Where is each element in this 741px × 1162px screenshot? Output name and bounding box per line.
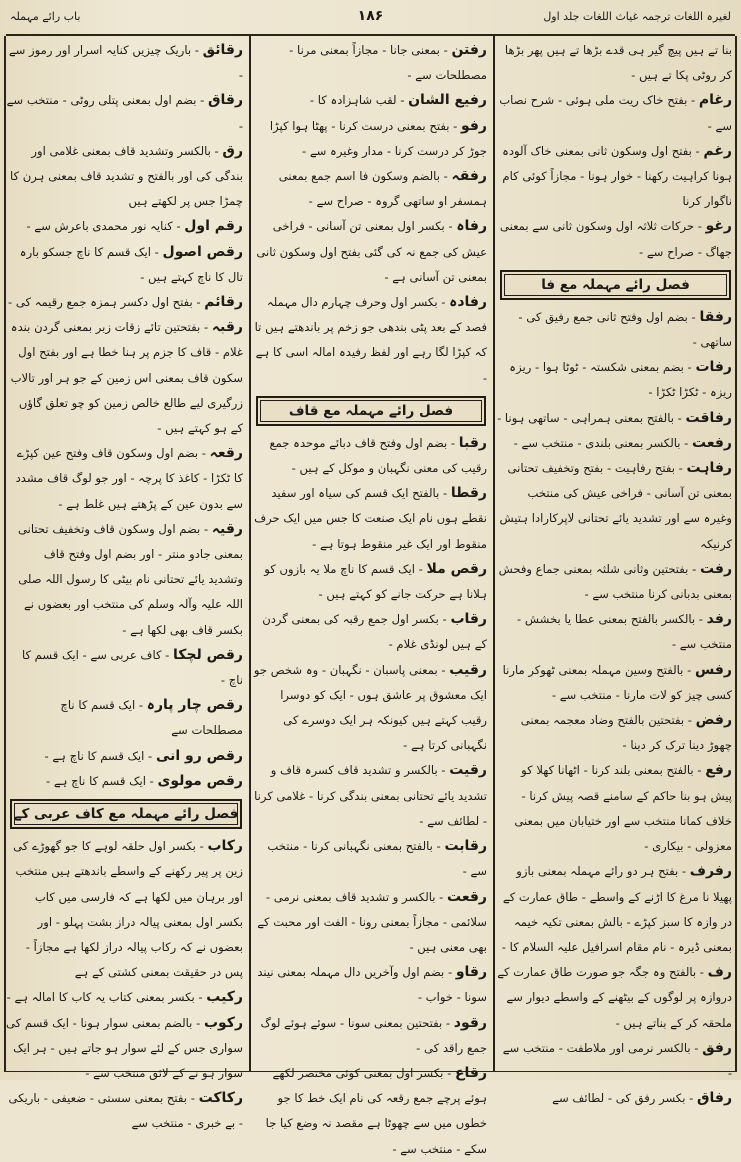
entry-headword: رفو (460, 117, 487, 134)
entry-definition: - بضم اول وفتح ثانی جمع رفیق کی - ساتھی - (518, 309, 732, 350)
entry-definition: - بالضم وسکون فا اسم جمع بمعنی ہمسفر او ساتھی گروہ - صراح سے - (278, 169, 487, 209)
entry-definition: - بفتح اول دکسر ہمزہ جمع رقیمہ کی - (7, 295, 205, 310)
entry-headword: رکاب (207, 838, 243, 855)
entry-headword: رفاقت (685, 409, 732, 426)
dictionary-entry (252, 834, 487, 884)
entry-headword: رقص اصول (162, 243, 243, 260)
entry-headword: رقطا (450, 485, 487, 502)
entry-definition: - بفتحتین بالفتح وضاد معجمہ بمعنی چھوڑ دینا ترک کر دینا - (520, 713, 732, 753)
entry-definition: - کاف عربی سے - ایک قسم کا ناچ - (21, 647, 243, 688)
dictionary-entry (252, 1011, 487, 1061)
dictionary-entry (496, 406, 732, 431)
entry-headword: رفادہ (449, 294, 487, 311)
entry-definition: - لقب شاہزادہ کا - (309, 93, 409, 108)
dictionary-entry (252, 431, 487, 481)
dictionary-entry (6, 315, 243, 441)
column-rule-left (249, 36, 251, 1072)
left-column (5, 38, 246, 1131)
entry-definition: - بالکسر بمعنی بلندی - منتخب سے - (513, 435, 693, 450)
entry-headword: رقیب (449, 661, 487, 678)
entry-headword: رفیع الشان (408, 92, 487, 109)
entry-definition: - کنایہ نور محمدی باعرش سے - (26, 219, 185, 234)
section-heading: فصل رائے مہملہ مع کاف عربی کے (10, 799, 242, 829)
entry-headword: رفرف (689, 863, 732, 880)
entry-definition: بنا تے ہیں پیچ گیر ہی قدے بڑھا تے ہیں پھر بڑھا کر روٹی پکا تے ہیں - (504, 43, 732, 83)
dictionary-entry (496, 1086, 732, 1111)
dictionary-entry (252, 38, 487, 88)
section-heading: فصل رائے مہملہ مع فا (500, 270, 731, 300)
dictionary-entry (252, 885, 487, 961)
entry-definition: - بکسر اول جمع رقبہ کی بمعنی گردن کے ہیں لونڈی غلام - (262, 612, 487, 652)
dictionary-entry (252, 758, 487, 834)
entry-headword: رقعت (447, 888, 487, 905)
dictionary-entry (496, 139, 732, 215)
entry-headword: رقعہ (209, 445, 243, 462)
dictionary-entry (252, 88, 487, 113)
entry-definition: - بفتح اول وسکون ثانی بمعنی خاک آلودہ ہونا کراہیت رکھنا - خوار ہونا - مجازاً کوئی کام ناگوار کرنا (502, 143, 732, 209)
entry-headword: رقص لچکا (173, 646, 243, 663)
entry-headword: رفاہ (456, 218, 487, 235)
dictionary-entry (6, 985, 243, 1010)
dictionary-entry (496, 607, 732, 657)
entry-definition: - حرکات ثلاثہ اول وسکون ثانی سے بمعنی جھاگ - صراح سے - (499, 219, 732, 259)
entry-headword: رقیہ (211, 520, 243, 537)
entry-definition: - بضم اول وسکون قاف وفتح عین کپڑے کا ٹکڑا - کاغذ کا پرچہ - اور جو لوگ قاف مشدد سے بدون عین کے پڑھتے ہیں غلط ہے - (15, 446, 243, 511)
entry-definition: - ایک قسم کا ناچ ہے - (44, 748, 156, 763)
entry-headword: رقبہ (211, 319, 243, 336)
entry-headword: رفقہ (451, 168, 487, 185)
entry-headword: رفتن (451, 42, 487, 58)
entry-headword: رقص مولوی (157, 772, 243, 789)
entry-definition: - ایک قسم کا ناچ ہے - (46, 773, 158, 788)
dictionary-entry (496, 859, 732, 960)
entry-headword: رفس (694, 661, 732, 678)
entry-definition: - بضم اول وسکون قاف وتخفیف تحتانی بمعنی جادو منتر - اور بضم اول وفتح قاف وتشدید یائے تحتانی نام بیٹی کا رسول اللہ صلی اللہ علیہ وآلہ وسلم کی منتخب اور بعضوں نے بکسر قاف بھی لکھا ہے - (18, 521, 243, 637)
entry-headword: رق (222, 142, 243, 159)
entry-definition: - بمعنی جانا - مجازاً بمعنی مرنا - مصطلحات سے - (289, 43, 487, 83)
entry-headword: رفاق (697, 1090, 732, 1107)
page-header (6, 8, 735, 36)
right-column (496, 38, 735, 1107)
header-book-title: لغیرہ اللغات ترجمہ غیاث اللغات جلد اول (543, 10, 731, 23)
entry-headword: رقص چار پارہ (146, 697, 243, 714)
entry-definition: - ایک قسم کا ناچ جسکو بارہ تال کا ناچ کہتے ہیں - (19, 244, 243, 284)
entry-headword: رقود (453, 1014, 487, 1031)
entry-definition: - بالضم بمعنی سوار ہونا - ایک قسم کی سواری جس کے لئے سوار ہو جاتے ہیں - ہر ایک سوار ہو نے کے لائق منتخب سے - (5, 1015, 243, 1080)
entry-definition: - بضم بمعنی شکستہ - ٹوٹا ہوا - ریزہ ریزہ - ٹکڑا ٹکڑا - (509, 360, 732, 400)
entry-headword: رکاکت (198, 1090, 243, 1107)
dictionary-entry (6, 1086, 243, 1136)
entry-headword: رفات (695, 359, 732, 376)
entry-definition: - بالفتح بمعنی نگہبانی کرنا - منتخب سے - (267, 839, 487, 879)
entry-headword: رقم اول (184, 218, 243, 235)
dictionary-entry (252, 164, 487, 214)
dictionary-entry (6, 1011, 243, 1087)
dictionary-entry (252, 557, 487, 607)
entry-headword: رفت (699, 560, 732, 577)
dictionary-entry (252, 481, 487, 557)
entry-definition: - بفتح ہر دو رائے مہملہ بمعنی بازو پھیلا نا مرغ کا اڑنے کے واسطے - طاق عمارت کے در وازہ کا سبز کپڑے - بالش بمعنی تکیہ خیمہ بمعنی ڈیرہ - نام مقام اسرافیل علیہ السلام کا - (501, 864, 732, 954)
entry-definition: - بکسر اول بمعنی کوئی مختصر لکھے ہوئے پرچے جمع رقعہ کی نام ایک خط کا جو خطوں میں سے چھوٹا ہے مقصد نہ وضع کیا جا سکے - منتخب سے - (265, 1065, 487, 1156)
entry-definition: - بفتح بمعنی درست کرنا - پھٹا ہوا کپڑا جوڑ کر درست کرنا - مدار وغیرہ سے - (269, 118, 487, 158)
entry-definition: - بکسر اول حلقہ لوہے کا جو گھوڑے کی زین پر پیر رکھنے کے واسطے باندھتے ہیں منتخب اور برہان میں لکھا ہے کہ فارسی میں کاب بکسر اول بمعنی پیالہ دراز بشت پہلو - اور بعضوں نے کہ رکاب پیالہ دراز لکھا ہے مجازاً - پس در حقیقت بمعنی کشتی کے ہے (13, 839, 243, 980)
entry-headword: رفعت (692, 434, 732, 451)
entry-definition: - بالفتح وہ جگہ جو صورت طاق عمارت کے دروازہ پر لوگوں کے بیٹھنے کے واسطے دیوار سے ملحقہ کر کے بناتے ہیں - (497, 965, 732, 1030)
entry-definition: - بالکسر وتشدید قاف بمعنی غلامی اور بندگی کی اور بالفتح و تشدید قاف بمعنی ہرن کا چمڑا جس پر لکھتے ہیں (9, 143, 243, 209)
entry-headword: رفق (702, 1039, 732, 1056)
section-heading: فصل رائے مہملہ مع قاف (256, 396, 486, 426)
dictionary-entry (496, 557, 732, 607)
entry-definition: - بالکسر نرمی اور ملاطفت - منتخب سے - (502, 1040, 732, 1080)
dictionary-entry (252, 114, 487, 164)
entry-headword: رقاب (450, 611, 487, 628)
entry-headword: رقبا (458, 434, 487, 451)
dictionary-entry (252, 607, 487, 657)
dictionary-entry (6, 38, 243, 88)
entry-headword: رقاو (455, 964, 487, 981)
column-rule-right (493, 36, 495, 1072)
entry-definition: - ایک قسم کا ناچ ملا یہ بازوں کو ہلانا ہے حرکت جانے کو کہتے ہیں - (264, 561, 487, 602)
entry-headword: رفع (705, 762, 732, 779)
entry-definition: - بکسر رفق کی - لطائف سے (552, 1091, 697, 1106)
dictionary-entry (6, 139, 243, 215)
dictionary-entry (496, 214, 732, 264)
entry-definition: - بفتحتین وثانی شلثہ بمعنی جماع وفحش بمعنی بدبانی کرنا منتخب سے - (498, 561, 732, 602)
dictionary-entry (496, 456, 732, 557)
dictionary-entry (6, 214, 243, 239)
dictionary-entry (496, 960, 732, 1036)
dictionary-entry (6, 290, 243, 315)
entry-definition: - بالکسر بالفتح بمعنی عطا یا بخشش - منتخب سے - (517, 612, 732, 652)
dictionary-entry (496, 1036, 732, 1086)
entry-definition: - بالفتح وسین مہملہ بمعنی ٹھوکر مارنا کسی چیز کو لات مارنا - منتخب سے - (502, 662, 732, 702)
dictionary-entry (6, 441, 243, 517)
entry-definition: - بکسر اول وحرف چہارم دال مہملہ فصد کے بعد پٹی بندھی جو زخم پر باندھتے ہیں تا کہ کپڑا لگا رہے اور لفظ رفیدہ امالہ اسی کا ہے - (254, 295, 487, 385)
header-chapter: باب رائے مہملہ (10, 10, 81, 23)
entry-definition: - ایک قسم کا ناچ مصطلحات سے (60, 698, 243, 738)
entry-headword: رفض (695, 712, 732, 729)
entry-headword: رغو (705, 218, 732, 235)
entry-definition: - بفتح رفاہیت - بفتح وتخفیف تحتانی بمعنی تن آسانی - فراخی عیش کی منتخب وغیرہ سے اور تشدید یائے تحتانی لاپرکارادا ہتیش کرنیکہ (499, 461, 732, 551)
entry-headword: رفاہت (686, 460, 732, 477)
entry-definition: - بضم اول وآخریں دال مہملہ بمعنی نیند سونا - خواب - (257, 965, 487, 1005)
dictionary-entry (496, 658, 732, 708)
entry-headword: رقیت (449, 762, 487, 779)
entry-headword: رغام (698, 92, 732, 109)
entry-headword: رکوب (203, 1014, 243, 1031)
dictionary-entry (6, 517, 243, 643)
entry-definition: - بفتحتین بمعنی سونا - سوئے ہوئے لوگ جمع راقد کی - (260, 1015, 487, 1055)
entry-definition: - بمعنی پاسبان - نگہبان - وہ شخص جو ایک معشوق پر عاشق ہوں - ایک کو دوسرا رقیب کہتے ہیں کیونکہ ہر ایک دوسرے کی نگہبانی کرتا ہے - (253, 662, 487, 753)
entry-definition: - بالفتح بمعنی ہمراہی - ساتھی ہونا - (497, 410, 686, 425)
entry-definition: - بکسر بمعنی کتاب یہ کاب کا امالہ ہے - (6, 990, 207, 1005)
entry-definition: - بالفتح بمعنی بلند کرنا - اٹھانا کھلا کو پیش ہو بنا حاکم کے سامنے قصہ پیش کرنا - خلاف کمانا منتخب سے اور ختیابان میں بمعنی معزولی - بیکاری - (514, 763, 732, 854)
entry-headword: رقاع (454, 1064, 487, 1081)
entry-definition: - بفتح خاک ریت ملی ہوئی - شرح نصاب سے - (499, 93, 732, 133)
entry-definition: - بضم اول بمعنی پتلی روٹی - منتخب سے - (6, 93, 243, 133)
entry-headword: رقص رو انی (155, 747, 243, 764)
entry-headword: رقائق (202, 42, 243, 58)
dictionary-entry (6, 769, 243, 794)
dictionary-entry (252, 1061, 487, 1162)
dictionary-entry (496, 431, 732, 456)
entry-definition: - باریک چیزیں کنایہ اسرار اور رموز سے - (8, 43, 243, 83)
entry-headword: رقاق (208, 92, 243, 109)
entry-definition: - بالفتح ایک قسم کی سیاہ اور سفید نقطے ہوں نام ایک صنعت کا جس میں ایک حرف منقوط اور ایک غیر منقوط ہوتا ہے - (254, 486, 487, 551)
middle-column (252, 38, 490, 1156)
dictionary-entry (496, 305, 732, 355)
entry-headword: رفد (706, 611, 732, 628)
entry-definition: - بالکسر و تشدید قاف بمعنی نرمی - سلائمی - مجازاً بمعنی رونا - الفت اور محبت کے بھی معنی ہیں - (257, 889, 487, 954)
dictionary-entry (496, 708, 732, 758)
dictionary-entry (496, 38, 732, 88)
page-number: ۱۸۶ (357, 8, 384, 24)
entry-definition: - بضم اول وفتح قاف دبائے موحدہ جمع رقیب کی معنی نگہبان و موکل کے ہیں - (269, 435, 487, 476)
dictionary-entry (252, 290, 487, 391)
entry-definition: - بکسر اول بمعنی تن آسانی - فراخی عیش کی جمع نہ کی گئی بفتح اول وسکون ثانی بمعنی تن آسانی ہے - (256, 219, 487, 284)
entry-definition: - بالکسر و تشدید قاف کسرہ قاف و تشدید یائے تحتانی بمعنی بندگی کرنا - غلامی کرنا - لطائف سے - (254, 763, 487, 828)
entry-headword: رقص ملا (426, 560, 487, 577)
dictionary-entry (6, 693, 243, 743)
entry-headword: رکیب (206, 989, 243, 1006)
dictionary-entry (252, 214, 487, 290)
entry-headword: رفقا (699, 308, 732, 325)
dictionary-entry (6, 744, 243, 769)
dictionary-entry (496, 355, 732, 405)
dictionary-entry (6, 643, 243, 693)
entry-definition: - بفتحتین تائے زقات زبر بمعنی گردن بندہ غلام - قاف کا جزم پر ہنا خطا ہے اور بفتح اول سکون قاف بمعنی اس زمین کے جو ہر اور تالاب زرگیری لیے طالع خالص زمین کو چو تعلق گاؤں کے ہو کہتے ہیں - (10, 320, 243, 436)
entry-headword: رف (707, 964, 732, 981)
dictionary-entry (6, 240, 243, 290)
dictionary-entry (252, 960, 487, 1010)
dictionary-entry (496, 758, 732, 859)
dictionary-entry (496, 88, 732, 138)
entry-definition: - بفتح بمعنی سستی - ضعیفی - باریکی - بے خبری - منتخب سے (8, 1091, 243, 1131)
dictionary-entry (252, 658, 487, 759)
dictionary-entry (6, 834, 243, 985)
dictionary-entry (6, 88, 243, 138)
entry-headword: رقائم (204, 294, 243, 311)
entry-headword: رغم (703, 142, 732, 159)
entry-headword: رقابت (444, 838, 487, 855)
